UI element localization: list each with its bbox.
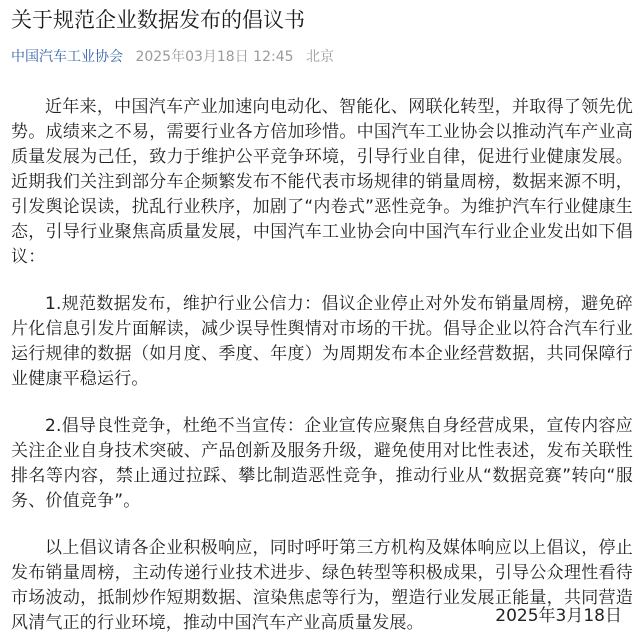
source-link[interactable]: 中国汽车工业协会 <box>11 49 123 65</box>
paragraph-gap <box>11 270 633 292</box>
paragraph-intro: 近年来，中国汽车产业加速向电动化、智能化、网联化转型，并取得了领先优势。成绩来之不易，需要行业各方倍加珍惜。中国汽车工业协会以推动汽车产业高质量发展为己任，致力于维护公平竞争环境，引导行业自律，促进行业健康发展。近期我们关注到部分车企频繁发布不能代表市场规律的销量周榜，数据来源不明，引发舆论误读，扰乱行业秩序，加剧了“内卷式”恶性竞争。为维护汽车行业健康生态，引导行业聚焦高质量发展，中国汽车工业协会向中国汽车行业企业发出如下倡议： <box>11 97 633 267</box>
article-title: 关于规范企业数据发布的倡议书 <box>11 8 305 32</box>
paragraph-gap <box>11 392 633 414</box>
signature-date: 2025年3月18日 <box>495 606 622 626</box>
article-meta <box>11 45 334 69</box>
publish-time: 2025年03月18日 12:45 <box>135 49 294 65</box>
article-body <box>11 95 633 636</box>
paragraph-closing: 以上倡议请各企业积极响应，同时呼吁第三方机构及媒体响应以上倡议，停止发布销量周榜，主动传递行业技术进步、绿色转型等积极成果，引导公众理性看待市场波动，抵制炒作短期数据、渲染焦虑等行为，塑造行业发展正能量，共同营造风清气正的行业环境，推动中国汽车产业高质量发展。 <box>11 538 633 633</box>
paragraph-gap <box>11 514 633 536</box>
publish-location: 北京 <box>305 49 334 65</box>
paragraph-item-1: 1.规范数据发布，维护行业公信力：倡议企业停止对外发布销量周榜，避免碎片化信息引发片面解读，减少误导性舆情对市场的干扰。倡导企业以符合汽车行业运行规律的数据（如月度、季度、年度）为周期发布本企业经营数据，共同保障行业健康平稳运行。 <box>11 294 633 389</box>
paragraph-item-2: 2.倡导良性竞争，杜绝不当宣传：企业宣传应聚焦自身经营成果，宣传内容应关注企业自身技术突破、产品创新及服务升级，避免使用对比性表述，发布关联性排名等内容，禁止通过拉踩、攀比制造恶性竞争，推动行业从“数据竞赛”转向“服务、价值竞争”。 <box>11 416 633 511</box>
